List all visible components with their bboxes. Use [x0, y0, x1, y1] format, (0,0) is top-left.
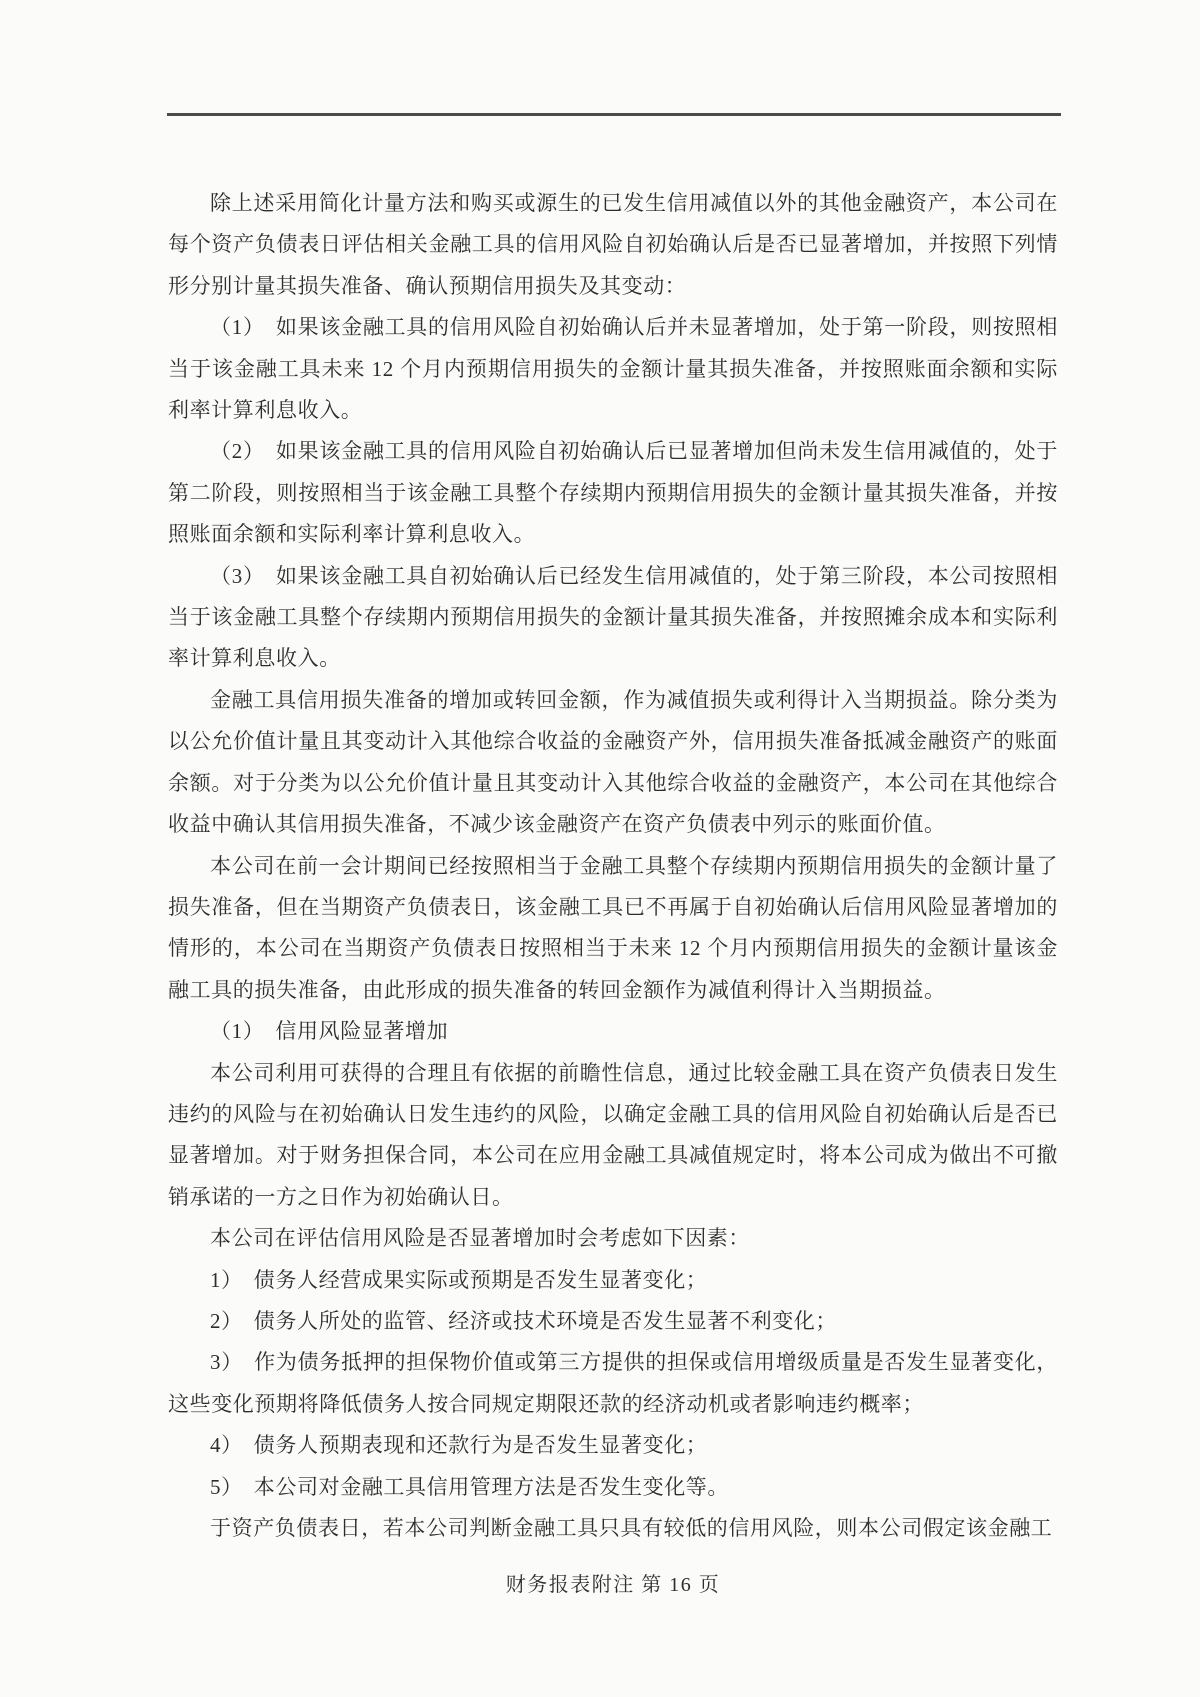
list-item: 1） 债务人经营成果实际或预期是否发生显著变化； — [210, 1267, 708, 1292]
stage-1-paragraph: （1） 如果该金融工具的信用风险自初始确认后并未显著增加，处于第一阶段，则按照相当于该金融工具未来 12 个月内预期信用损失的金额计量其损失准备，并按照账面余额和实际利率计算利息收入。 — [168, 315, 1058, 423]
body-paragraph: 于资产负债表日，若本公司判断金融工具只具有较低的信用风险，则本公司假定该金融工 — [210, 1516, 1053, 1540]
header-rule — [167, 113, 1061, 116]
body-paragraph: 本公司利用可获得的合理且有依据的前瞻性信息，通过比较金融工具在资产负债表日发生违约的风险与在初始确认日发生违约的风险，以确定金融工具的信用风险自初始确认后是否已显著增加。对于财务担保合同，本公司在应用金融工具减值规定时，将本公司成为做出不可撤销承诺的一方之日作为初始确认日。 — [168, 1060, 1058, 1209]
body-paragraph: 除上述采用简化计量方法和购买或源生的已发生信用减值以外的其他金融资产，本公司在每个资产负债表日评估相关金融工具的信用风险自初始确认后是否已显著增加，并按照下列情形分别计量其损失准备、确认预期信用损失及其变动： — [168, 191, 1058, 298]
body-paragraph: 本公司在前一会计期间已经按照相当于金融工具整个存续期内预期信用损失的金额计量了损失准备，但在当期资产负债表日，该金融工具已不再属于自初始确认后信用风险显著增加的情形的，本公司在当期资产负债表日按照相当于未来 12 个月内预期信用损失的金额计量该金融工具的损失准备，由此形成的损失准备的转回金额作为减值利得计入当期损益。 — [168, 853, 1058, 1002]
list-item: 4） 债务人预期表现和还款行为是否发生显著变化； — [210, 1433, 708, 1458]
list-item: 2） 债务人所处的监管、经济或技术环境是否发生显著不利变化； — [210, 1308, 837, 1333]
list-item: 5） 本公司对金融工具信用管理方法是否发生变化等。 — [210, 1474, 729, 1499]
page-footer: 财务报表附注 第 16 页 — [505, 1574, 721, 1596]
list-item: 3） 作为债务抵押的担保物价值或第三方提供的担保或信用增级质量是否发生显著变化，这些变化预期将降低债务人按合同规定期限还款的经济动机或者影响违约概率； — [168, 1350, 1058, 1416]
section-heading: （1） 信用风险显著增加 — [210, 1019, 449, 1044]
stage-2-paragraph: （2） 如果该金融工具的信用风险自初始确认后已显著增加但尚未发生信用减值的，处于第二阶段，则按照相当于该金融工具整个存续期内预期信用损失的金额计量其损失准备，并按照账面余额和实际利率计算利息收入。 — [168, 439, 1058, 547]
body-paragraph: 金融工具信用损失准备的增加或转回金额，作为减值损失或利得计入当期损益。除分类为以公允价值计量且其变动计入其他综合收益的金融资产外，信用损失准备抵减金融资产的账面余额。对于分类为以公允价值计量且其变动计入其他综合收益的金融资产，本公司在其他综合收益中确认其信用损失准备，不减少该金融资产在资产负债表中列示的账面价值。 — [168, 687, 1058, 837]
body-paragraph: 本公司在评估信用风险是否显著增加时会考虑如下因素： — [210, 1226, 750, 1251]
stage-3-paragraph: （3） 如果该金融工具自初始确认后已经发生信用减值的，处于第三阶段，本公司按照相当于该金融工具整个存续期内预期信用损失的金额计量其损失准备，并按照摊余成本和实际利率计算利息收入。 — [168, 563, 1058, 671]
document-body — [168, 183, 1058, 1549]
